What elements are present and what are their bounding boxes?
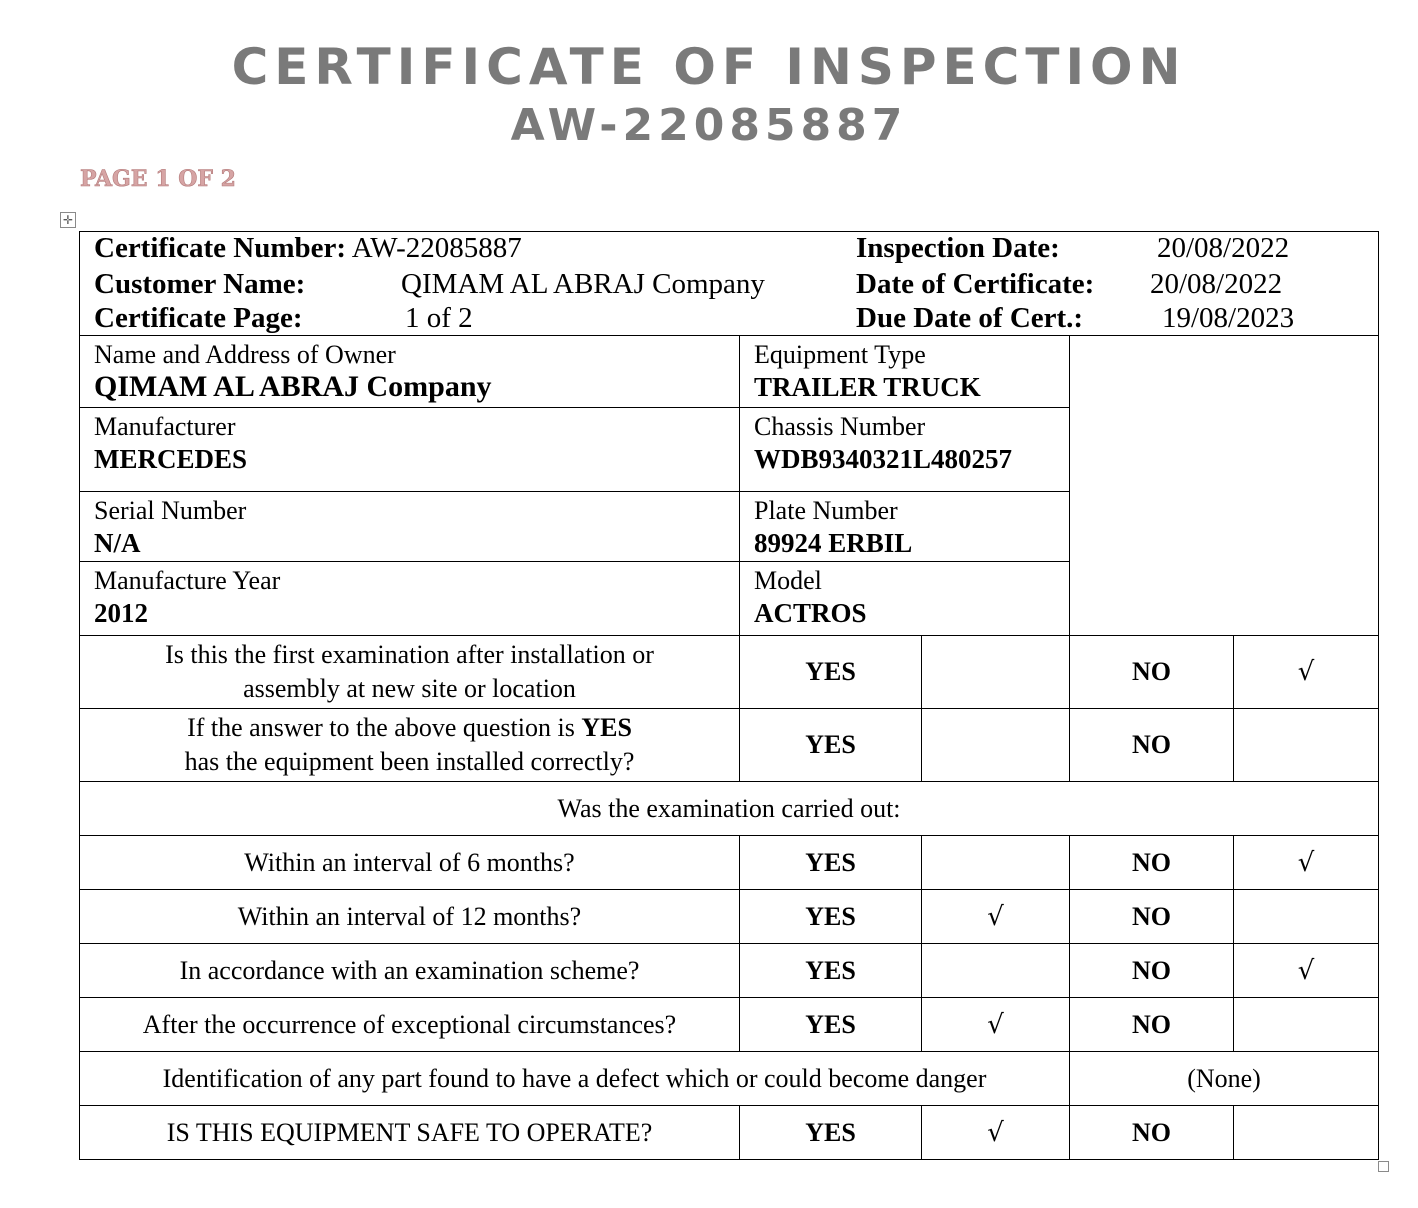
question-6-months: Within an interval of 6 months? [80,836,740,890]
year-value: 2012 [94,598,148,628]
year-cell [80,562,740,636]
no-label: NO [1070,709,1234,782]
customer-name: QIMAM AL ABRAJ Company [401,268,765,300]
plate-cell [740,492,1070,562]
page-label: PAGE 1 OF 2 [80,166,236,192]
serial-label: Serial Number [94,496,247,525]
manufacturer-value: MERCEDES [94,444,248,474]
no-checkbox[interactable] [1234,890,1379,944]
yes-checkbox[interactable] [922,836,1070,890]
no-checkbox[interactable]: √ [1234,636,1379,709]
defect-value: (None) [1070,1052,1379,1106]
no-checkbox[interactable] [1234,709,1379,782]
question-exceptional-circumstances: After the occurrence of exceptional circumstances? [80,998,740,1052]
defect-question: Identification of any part found to have a defect which or could become danger [80,1052,1070,1106]
certificate-number-label: Certificate Number: [94,232,347,264]
no-checkbox[interactable] [1234,998,1379,1052]
carried-out-heading: Was the examination carried out: [80,782,1379,836]
table-move-handle-icon[interactable]: ✛ [60,212,76,228]
inspection-date-label: Inspection Date: [856,232,1060,264]
owner-value: QIMAM AL ABRAJ Company [94,370,492,403]
certificate-table [79,231,1379,1160]
yes-label: YES [740,998,922,1052]
no-label: NO [1070,998,1234,1052]
manufacturer-label: Manufacturer [94,412,236,441]
equipment-type-value: TRAILER TRUCK [754,372,981,402]
no-label: NO [1070,890,1234,944]
yes-label: YES [740,836,922,890]
yes-checkbox[interactable]: √ [922,1106,1070,1160]
plate-value: 89924 ERBIL [754,528,913,558]
due-date-label: Due Date of Cert.: [856,302,1084,334]
due-date: 19/08/2023 [1162,302,1295,334]
serial-value: N/A [94,528,141,558]
inspection-date: 20/08/2022 [1157,232,1290,264]
date-of-certificate: 20/08/2022 [1150,268,1283,300]
question-safe-to-operate: IS THIS EQUIPMENT SAFE TO OPERATE? [80,1106,740,1160]
plate-label: Plate Number [754,496,898,525]
year-label: Manufacture Year [94,566,281,595]
equipment-type-cell [740,336,1070,408]
model-cell [740,562,1070,636]
certificate-subtitle: AW-22085887 [510,100,908,151]
serial-cell [80,492,740,562]
yes-checkbox[interactable] [922,636,1070,709]
question-examination-scheme: In accordance with an examination scheme? [80,944,740,998]
question-text: has the equipment been installed correctly? [184,747,635,776]
question-installed-correctly [80,709,740,782]
no-label: NO [1070,944,1234,998]
certificate-page: 1 of 2 [405,302,473,334]
question-text: Is this the first examination after installation or [165,640,654,669]
question-12-months: Within an interval of 12 months? [80,890,740,944]
model-value: ACTROS [754,598,867,628]
yes-checkbox[interactable]: √ [922,890,1070,944]
equipment-type-label: Equipment Type [754,340,926,369]
customer-name-label: Customer Name: [94,268,306,300]
owner-cell [80,336,740,408]
question-text: assembly at new site or location [243,674,576,703]
question-emphasis: YES [581,713,632,742]
certificate-page-label: Certificate Page: [94,302,303,334]
certificate-title: CERTIFICATE OF INSPECTION [231,38,1187,96]
yes-label: YES [740,1106,922,1160]
yes-label: YES [740,890,922,944]
manufacturer-cell [80,408,740,492]
certificate-number: AW-22085887 [351,232,522,264]
no-label: NO [1070,836,1234,890]
chassis-cell [740,408,1070,492]
no-checkbox[interactable]: √ [1234,836,1379,890]
yes-label: YES [740,709,922,782]
yes-checkbox[interactable]: √ [922,998,1070,1052]
chassis-value: WDB9340321L480257 [754,444,1013,474]
no-label: NO [1070,636,1234,709]
blank-photo-cell [1070,336,1379,636]
date-of-certificate-label: Date of Certificate: [856,268,1095,300]
table-resize-handle[interactable] [1378,1161,1389,1172]
yes-label: YES [740,636,922,709]
yes-checkbox[interactable] [922,709,1070,782]
model-label: Model [754,566,822,595]
no-checkbox[interactable] [1234,1106,1379,1160]
no-label: NO [1070,1106,1234,1160]
chassis-label: Chassis Number [754,412,926,441]
yes-label: YES [740,944,922,998]
no-checkbox[interactable]: √ [1234,944,1379,998]
question-first-examination [80,636,740,709]
yes-checkbox[interactable] [922,944,1070,998]
question-text: If the answer to the above question is [187,713,582,742]
owner-label: Name and Address of Owner [94,340,396,369]
summary-header [80,232,1379,336]
